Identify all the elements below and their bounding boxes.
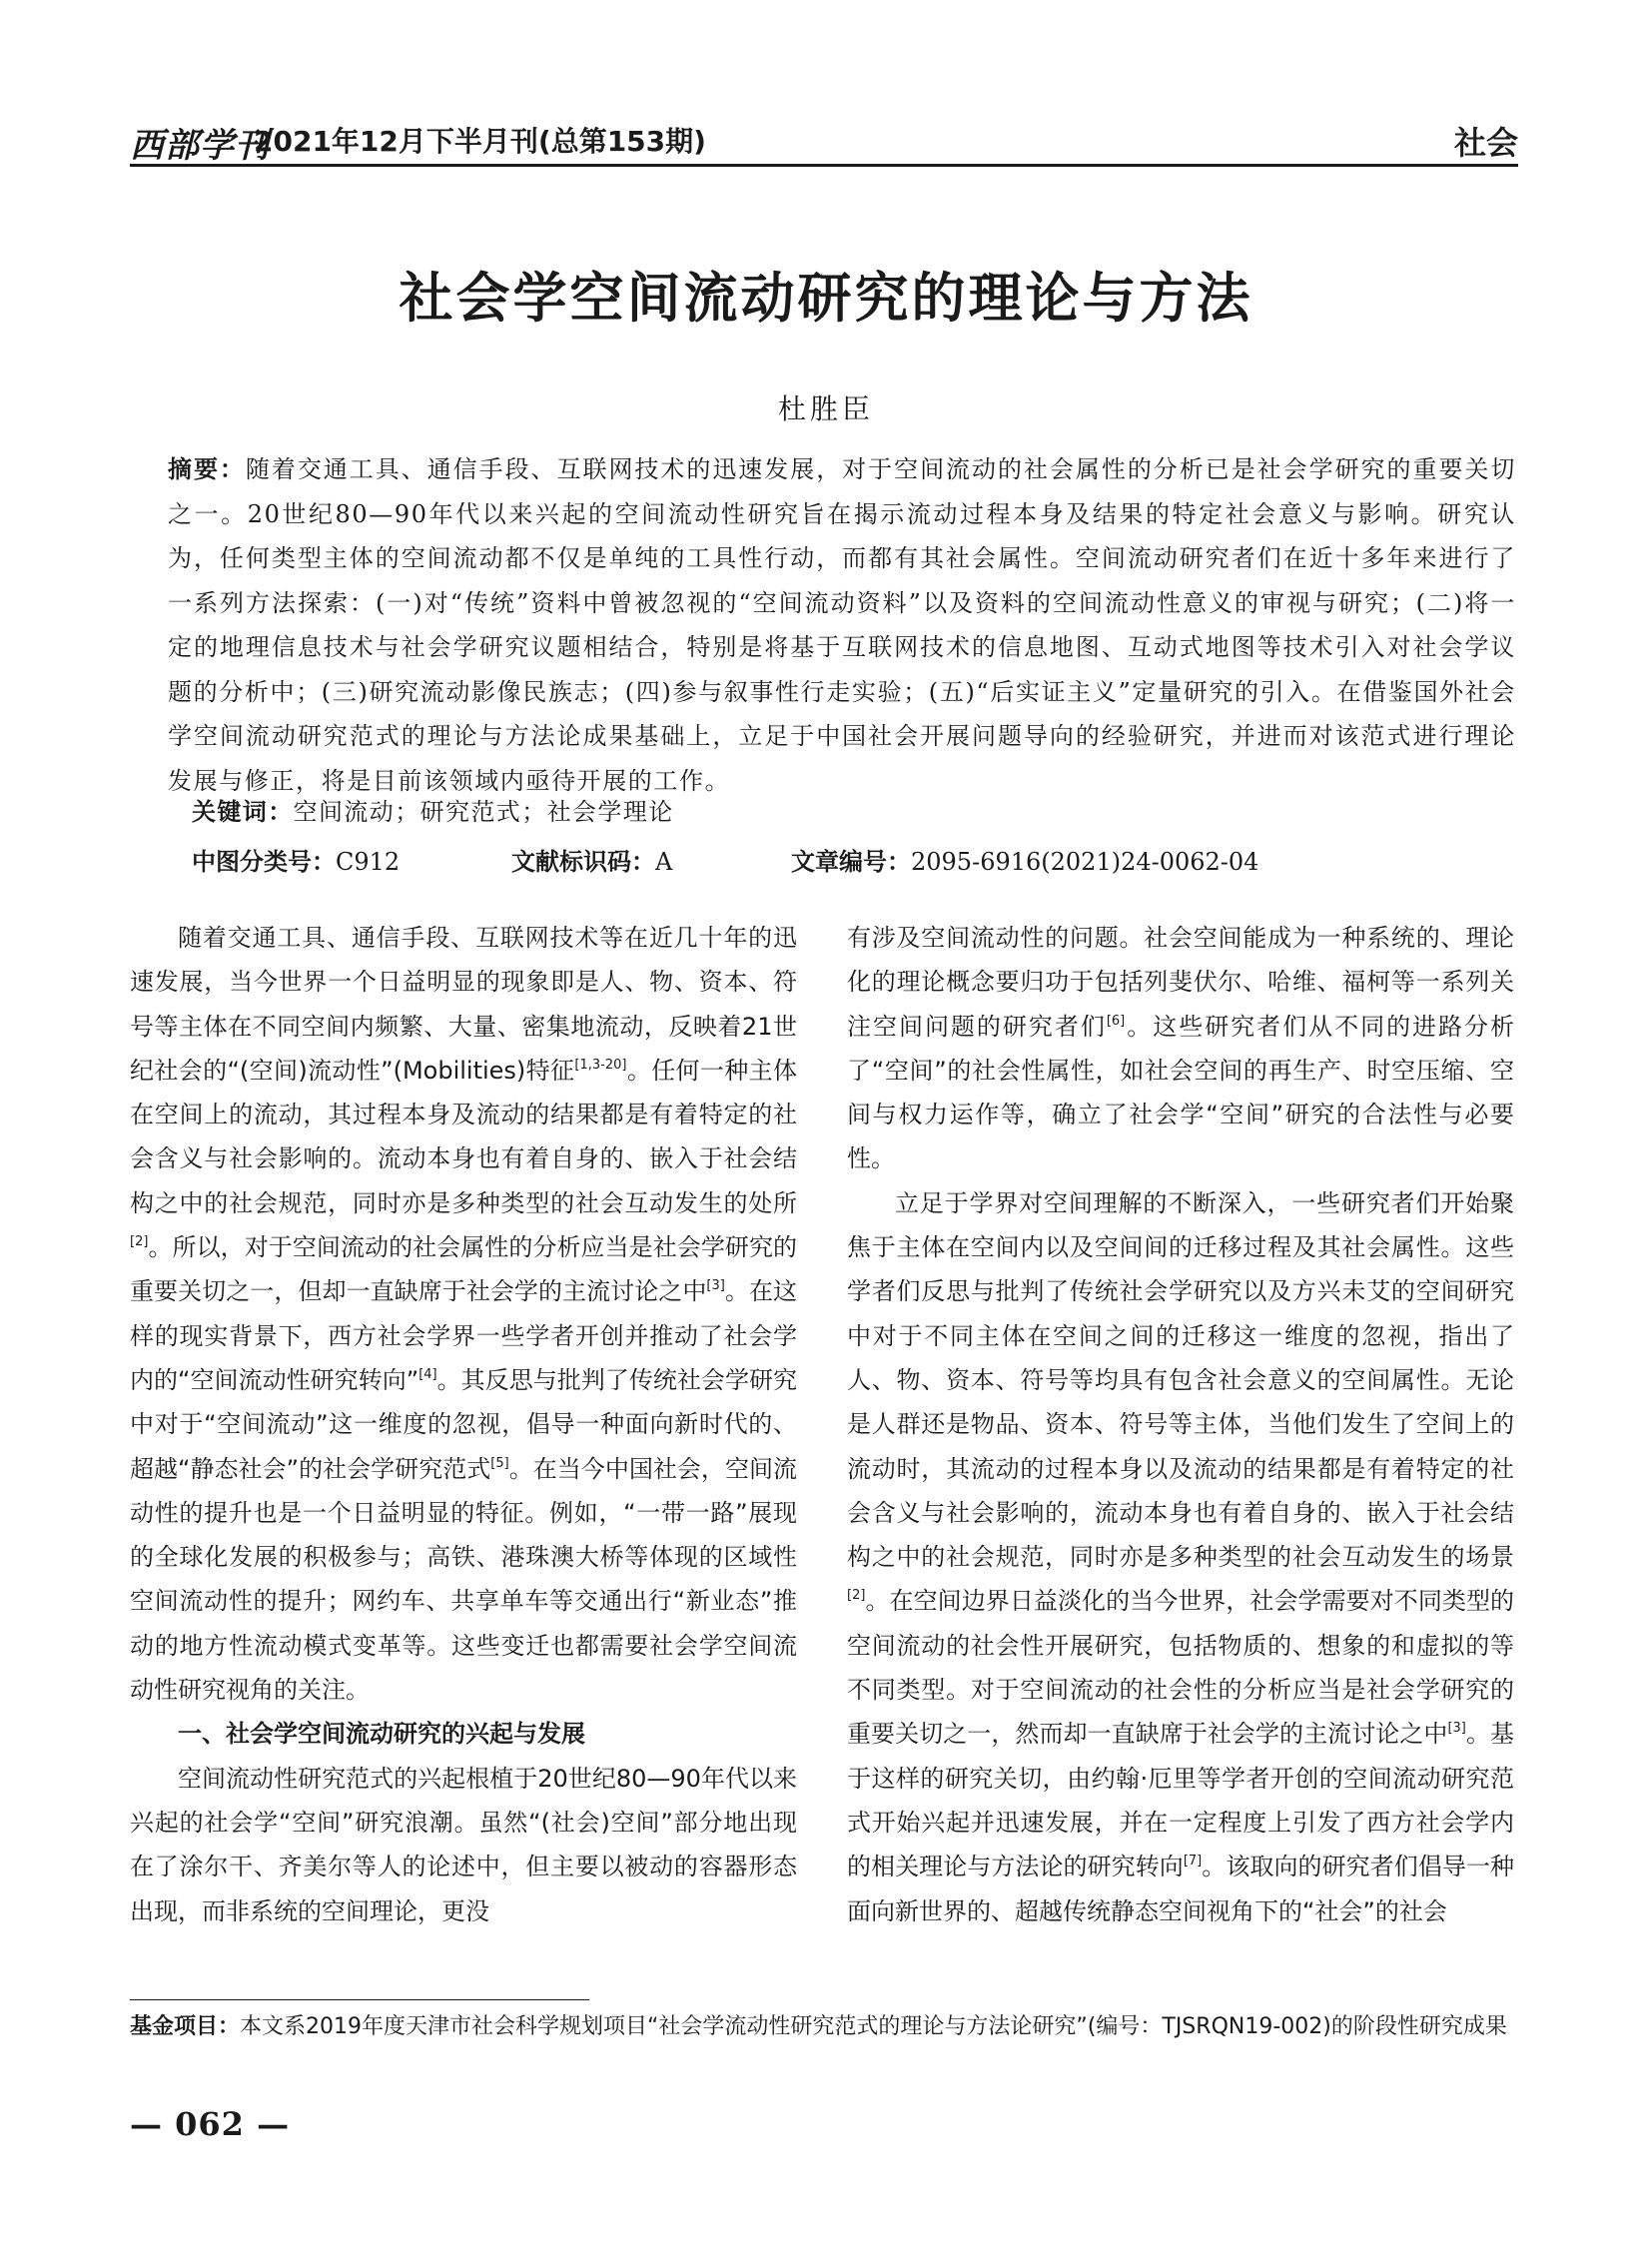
text-run: 。基于这样的研究关切，由约翰·厄里等学者开创的空间流动研究范式开始兴起并迅速发展，并在一定程度上引发了西方社会学内的相关理论与方法论的研究转向 [847,1720,1515,1881]
text-run: 随着交通工具、通信手段、互联网技术等在近几十年的迅速发展，当今世界一个日益明显的现象即是人、物、资本、符号等主体在不同空间内频繁、大量、密集地流动，反映着21世纪社会的“(空间)流动性”(Mobilities)特征 [130,924,797,1085]
keywords-label: 关键词： [192,798,294,826]
citation: [2] [847,1588,866,1604]
paragraph [130,916,797,1712]
text-run: 有涉及空间流动性的问题。社会空间能成为一种系统的、理论化的理论概念要归功于包括列斐伏尔、哈维、福柯等一系列关注空间问题的研究者们 [847,924,1514,1041]
issue-info: 2021年12月下半月刊(总第153期) [254,125,706,158]
article-author: 杜胜臣 [777,392,874,425]
funding-footnote [130,2007,1518,2047]
body-column-right [847,916,1514,1933]
section-heading: 一、社会学空间流动研究的兴起与发展 [178,1720,585,1749]
clc-number [192,842,400,877]
running-header [130,112,1518,167]
paragraph [847,1181,1514,1933]
text-run: 。这些研究者们从不同的进路分析了“空间”的社会性属性，如社会空间的再生产、时空压缩、空间与权力运作等，确立了社会学“空间”研究的合法性与必要性。 [847,1012,1515,1173]
text-run: 。在当今中国社会，空间流动性的提升也是一个日益明显的特征。例如，“一带一路”展现的全球化发展的积极参与；高铁、港珠澳大桥等体现的区域性空间流动性的提升；网约车、共享单车等交通出行“新业态”推动的地方性流动模式变革等。这些变迁也都需要社会学空间流动性研究视角的关注。 [130,1454,798,1705]
journal-logo: 西部学刊 [130,126,270,166]
text-run: 。在这样的现实背景下，西方社会学界一些学者开创并推动了社会学内的“空间流动性研究转向” [130,1277,798,1394]
page-number: — 062 — [130,2105,291,2143]
footnote-label: 基金项目： [130,2014,241,2039]
keywords-text: 空间流动；研究范式；社会学理论 [293,798,674,826]
paragraph: 空间流动性研究范式的兴起根植于20世纪80—90年代以来兴起的社会学“空间”研究浪潮。虽然“(社会)空间”部分地出现在了涂尔干、齐美尔等人的论述中，但主要以被动的容器形态出现，而非系统的空间理论，更没 [130,1764,797,1925]
citation: [3] [1447,1721,1466,1737]
abstract-label: 摘要： [168,455,246,483]
citation: [2] [130,1234,149,1250]
clc-label: 中图分类号： [192,848,336,876]
article-number-value: 2095-6916(2021)24-0062-04 [911,848,1259,876]
text-run: 。其反思与批判了传统社会学研究中对于“空间流动”这一维度的忽视，倡导一种面向新时代的、超越“静态社会”的社会学研究范式 [130,1365,797,1483]
keywords [192,792,674,827]
citation: [1,3-20] [574,1057,627,1073]
text-run: 。所以，对于空间流动的社会属性的分析应当是社会学研究的重要关切之一，但却一直缺席于社会学的主流讨论之中 [130,1233,797,1306]
article-number-label: 文章编号： [791,848,911,876]
article-number [791,842,1258,877]
clc-value: C912 [336,848,401,876]
section-name: 社会 [1453,124,1518,162]
article-title: 社会学空间流动研究的理论与方法 [399,267,1253,330]
body-column-left [130,916,797,1933]
abstract-text: 随着交通工具、通信手段、互联网技术的迅速发展，对于空间流动的社会属性的分析已是社会学研究的重要关切之一。20世纪80—90年代以来兴起的空间流动性研究旨在揭示流动过程本身及结果的特定社会意义与影响。研究认为，任何类型主体的空间流动都不仅是单纯的工具性行动，而都有其社会属性。空间流动研究者们在近十多年来进行了一系列方法探索：(一)对“传统”资料中曾被忽视的“空间流动资料”以及资料的空间流动性意义的审视与研究；(二)将一定的地理信息技术与社会学研究议题相结合，特别是将基于互联网技术的信息地图、互动式地图等技术引入对社会学议题的分析中；(三)研究流动影像民族志；(四)参与叙事性行走实验；(五)“后实证主义”定量研究的引入。在借鉴国外社会学空间流动研究范式的理论与方法论成果基础上，立足于中国社会开展问题导向的经验研究，并进而对该范式进行理论发展与修正，将是目前该领域内亟待开展的工作。 [168,455,1516,795]
citation: [3] [706,1278,725,1294]
text-run: 。在空间边界日益淡化的当今世界，社会学需要对不同类型的空间流动的社会性开展研究，包括物质的、想象的和虚拟的等不同类型。对于空间流动的社会性的分析应当是社会学研究的重要关切之一，然而却一直缺席于社会学的主流讨论之中 [847,1587,1514,1749]
footnote-divider [130,1999,589,2000]
citation: [7] [1183,1854,1203,1869]
text-run: 。该取向的研究者们倡导一种面向新世界的、超越传统静态空间视角下的“社会”的社会 [847,1853,1515,1925]
text-run: 。任何一种主体在空间上的流动，其过程本身及流动的结果都是有着特定的社会含义与社会影响的。流动本身也有着自身的、嵌入于社会结构之中的社会规范，同时亦是多种类型的社会互动发生的处所 [130,1056,797,1217]
text-run: 立足于学界对空间理解的不断深入，一些研究者们开始聚焦于主体在空间内以及空间间的迁移过程及其社会属性。这些学者们反思与批判了传统社会学研究以及方兴未艾的空间研究中对于不同主体在空间之间的迁移这一维度的忽视，指出了人、物、资本、符号等均具有包含社会意义的空间属性。无论是人群还是物品、资本、符号等主体，当他们发生了空间上的流动时，其流动的过程本身以及流动的结果都是有着特定的社会含义与社会影响的，流动本身也有着自身的、嵌入于社会结构之中的社会规范，同时亦是多种类型的社会互动发生的场景 [847,1188,1514,1572]
footnote-text: 本文系2019年度天津市社会科学规划项目“社会学流动性研究范式的理论与方法论研究”(编号：TJSRQN19-002)的阶段性研究成果 [240,2014,1507,2039]
doc-code-value: A [655,848,673,876]
doc-code-label: 文献标识码： [511,848,655,876]
document-code [511,842,672,877]
article-metadata [192,842,1440,882]
abstract [168,447,1516,803]
paragraph [847,916,1514,1181]
citation: [4] [418,1366,437,1382]
citation: [6] [1106,1013,1126,1029]
citation: [5] [490,1455,509,1471]
